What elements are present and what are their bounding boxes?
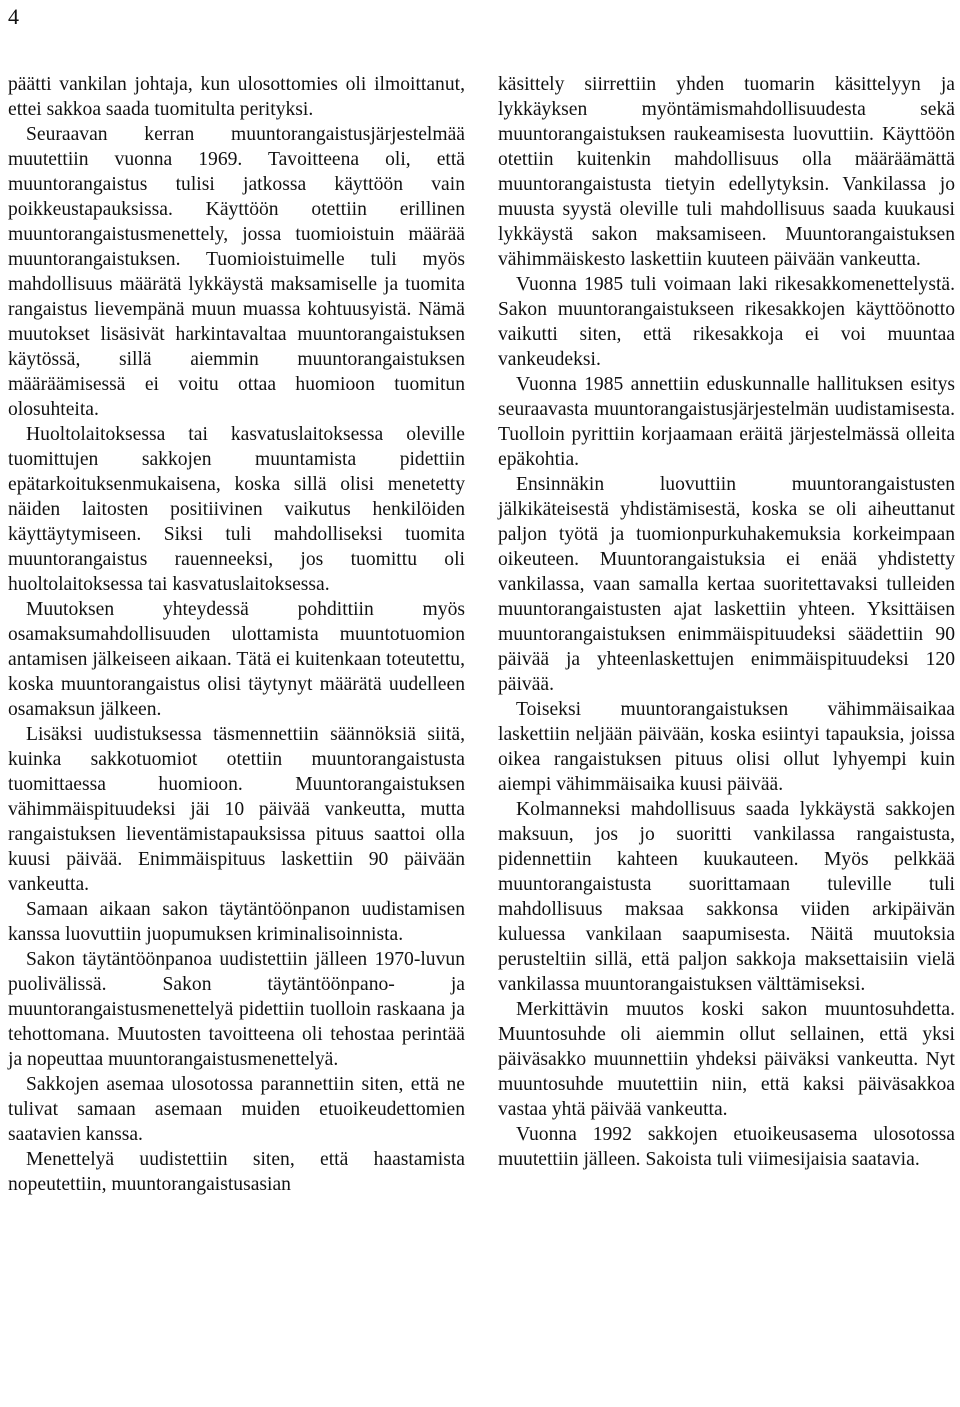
paragraph: käsittely siirrettiin yhden tuomarin käsittelyyn ja lykkäyksen myöntämismahdollisuudesta sekä muuntorangaistuksen raukeamisesta luovuttiin. Käyttöön otettiin kuitenkin mahdollisuus olla määräämättä muuntorangaistusta tietyin edellytyksin. Vankilassa jo muusta syystä oleville tuli mahdollisuus saada kuukausi lykkäystä sakon maksamiseen. Muuntorangaistuksen vähimmäiskesto laskettiin kuuteen päivään vankeutta. <box>498 74 955 270</box>
paragraph: Sakon täytäntöönpanoa uudistettiin jälleen 1970-luvun puolivälissä. Sakon täytäntöönpano- ja muuntorangaistusmenettelyä pidettiin tuolloin raskaana ja tehottomana. Muutosten tavoitteena oli tehostaa perintää ja nopeuttaa muuntorangaistusmenettelyä. <box>8 949 465 1070</box>
paragraph: Huoltolaitoksessa tai kasvatuslaitoksessa oleville tuomittujen sakkojen muuntamista pidettiin epätarkoituksenmukaisena, koska sillä olisi menetetty näiden laitosten positiivinen vaikutus henkilöiden käyttäytymiseen. Siksi tuli mahdolliseksi tuomita muuntorangaistus rauenneeksi, jos tuomittu oli huoltolaitoksessa tai kasvatuslaitoksessa. <box>8 424 465 595</box>
left-column <box>8 72 465 1197</box>
paragraph: Lisäksi uudistuksessa täsmennettiin säännöksiä siitä, kuinka sakkotuomiot otettiin muuntorangaistusta tuomittaessa huomioon. Muuntorangaistuksen vähimmäispituudeksi jäi 10 päivää vankeutta, mutta rangaistuksen lieventämistapauksissa pituus saattoi olla kuusi päivää. Enimmäispituus laskettiin 90 päivään vankeutta. <box>8 724 465 895</box>
right-column <box>498 72 955 1172</box>
paragraph: Seuraavan kerran muuntorangaistusjärjestelmää muutettiin vuonna 1969. Tavoitteena oli, että muuntorangaistus tulisi jatkossa käyttöön vain poikkeustapauksissa. Käyttöön otettiin erillinen muuntorangaistusmenettely, jossa tuomioistuin määrää muuntorangaistuksen. Tuomioistuimelle tuli myös mahdollisuus määrätä lykkäystä maksamiselle ja tuomita rangaistus lievempänä muun muassa kohtuusyistä. Nämä muutokset lisäsivät harkintavaltaa muuntorangaistuksen käytössä, sillä aiemmin muuntorangaistuksen määräämisessä ei voitu ottaa huomioon tuomitun olosuhteita. <box>8 124 465 420</box>
paragraph: Vuonna 1992 sakkojen etuoikeusasema ulosotossa muutettiin jälleen. Sakoista tuli viimesijaisia saatavia. <box>498 1124 955 1170</box>
paragraph: Vuonna 1985 annettiin eduskunnalle hallituksen esitys seuraavasta muuntorangaistusjärjestelmän uudistamisesta. Tuolloin pyrittiin korjaamaan eräitä järjestelmässä olleita epäkohtia. <box>498 374 955 470</box>
paragraph: Sakkojen asemaa ulosotossa parannettiin siten, että ne tulivat samaan asemaan muiden etuoikeudettomien saatavien kanssa. <box>8 1074 465 1145</box>
paragraph: päätti vankilan johtaja, kun ulosottomies oli ilmoittanut, ettei sakkoa saada tuomitulta perityksi. <box>8 74 465 120</box>
paragraph: Samaan aikaan sakon täytäntöönpanon uudistamisen kanssa luovuttiin juopumuksen kriminalisoinnista. <box>8 899 465 945</box>
paragraph: Ensinnäkin luovuttiin muuntorangaistusten jälkikäteisestä yhdistämisestä, koska se oli aiheuttanut paljon työtä ja tuomionpurkuhakemuksia korkeimpaan oikeuteen. Muuntorangaistuksia ei enää yhdistetty vankilassa, vaan samalla kertaa suoritettavaksi tulleiden muuntorangaistusten ajat laskettiin yhteen. Yksittäisen muuntorangaistuksen enimmäispituudeksi säädettiin 90 päivää ja yhteenlaskettujen enimmäispituudeksi 120 päivää. <box>498 474 955 695</box>
paragraph: Vuonna 1985 tuli voimaan laki rikesakkomenettelystä. Sakon muuntorangaistukseen rikesakkojen käyttöönotto vaikutti siten, että rikesakkoja ei voi muuntaa vankeudeksi. <box>498 274 955 370</box>
paragraph: Menettelyä uudistettiin siten, että haastamista nopeutettiin, muuntorangaistusasian <box>8 1149 465 1195</box>
page-number: 4 <box>8 4 19 29</box>
paragraph: Muutoksen yhteydessä pohdittiin myös osamaksumahdollisuuden ulottamista muuntotuomion antamisen jälkeiseen aikaan. Tätä ei kuitenkaan toteutettu, koska muuntorangaistus olisi täytynyt määrätä uudelleen osamaksun jälkeen. <box>8 599 465 720</box>
paragraph: Merkittävin muutos koski sakon muuntosuhdetta. Muuntosuhde oli aiemmin ollut sellainen, että yksi päiväsakko muunnettiin yhdeksi päiväksi vankeutta. Nyt muuntosuhde muutettiin niin, että kaksi päiväsakkoa vastaa yhtä päivää vankeutta. <box>498 999 955 1120</box>
paragraph: Kolmanneksi mahdollisuus saada lykkäystä sakkojen maksuun, jos jo suoritti vankilassa rangaistusta, pidennettiin kahteen kuukauteen. Myös pelkkää muuntorangaistusta suorittamaan tuleville tuli mahdollisuus maksaa sakkonsa viiden arkipäivän kuluessa vankilaan saapumisesta. Näitä muutoksia perusteltiin sillä, että paljon sakkoja maksettaisiin vielä vankilassa muuntorangaistuksen välttämiseksi. <box>498 799 955 995</box>
paragraph: Toiseksi muuntorangaistuksen vähimmäisaikaa laskettiin neljään päivään, koska esiintyi tapauksia, joissa oikea rangaistuksen pituus olisi ollut lyhyempi kuin aiempi vähimmäisaika kuusi päivää. <box>498 699 955 795</box>
